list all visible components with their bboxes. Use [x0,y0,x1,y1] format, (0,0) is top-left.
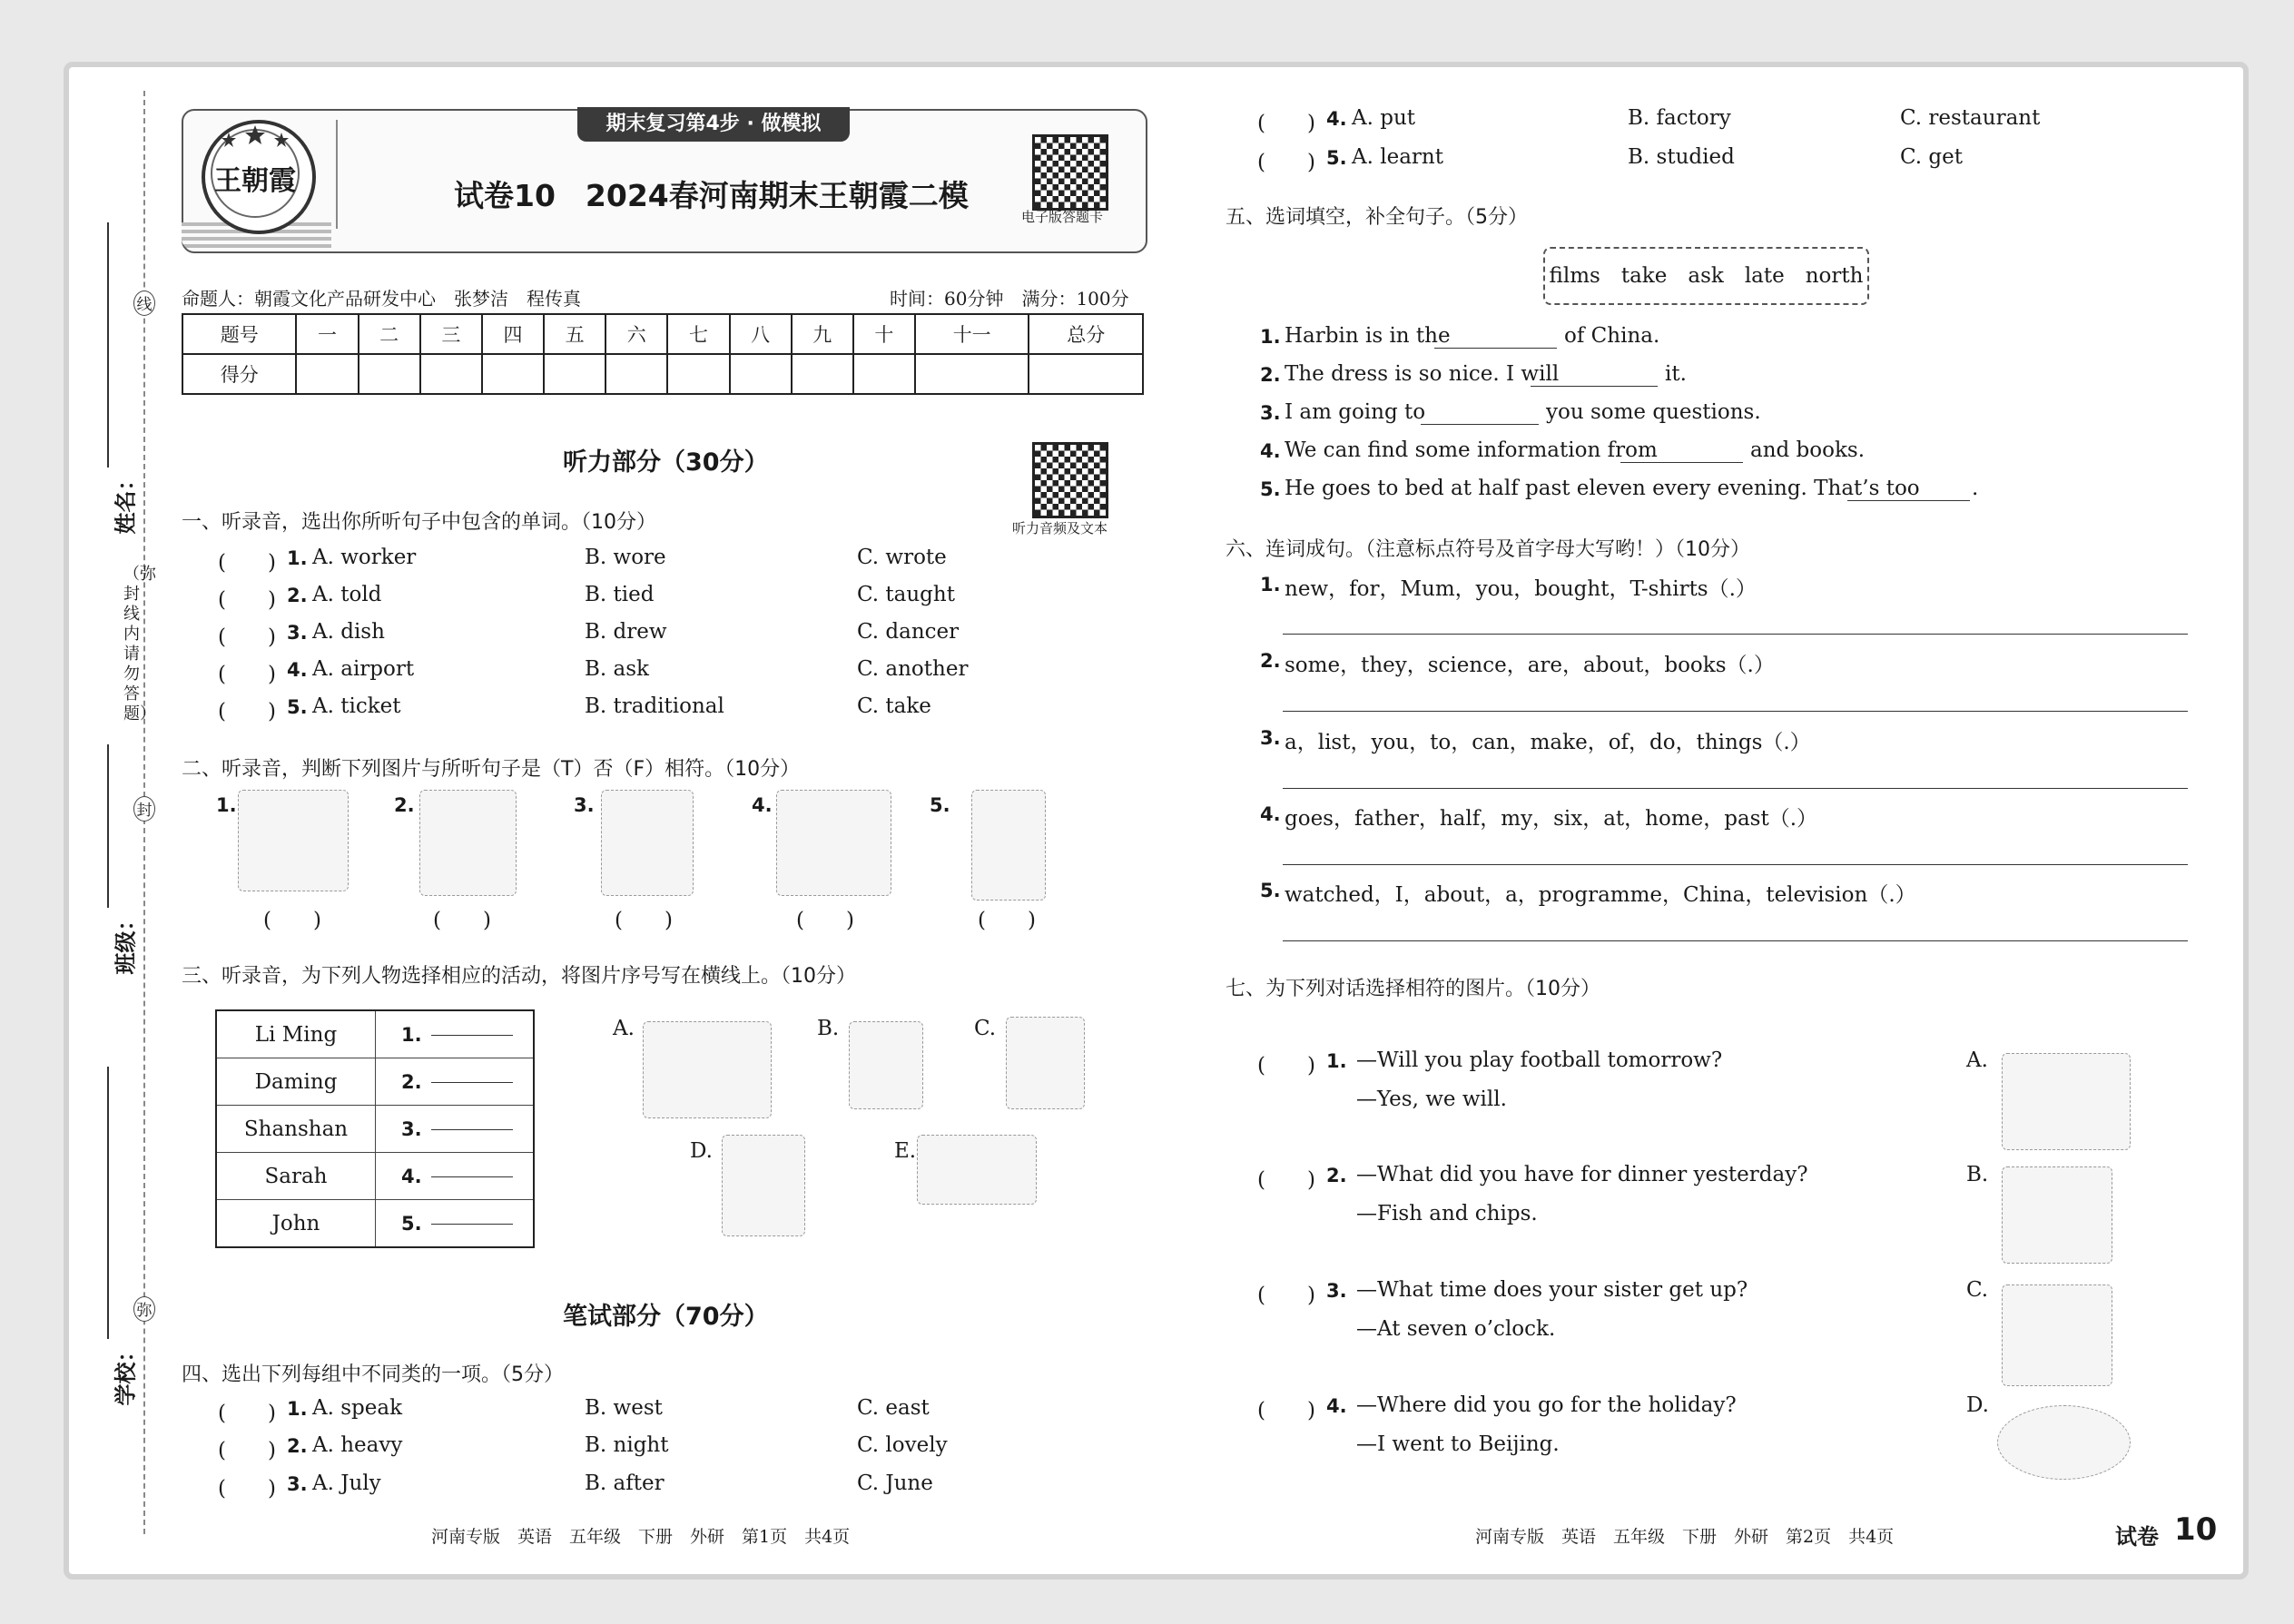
qr1-caption: 电子版答题卡 [1021,209,1104,225]
class-line [107,744,109,908]
sentence-end: you some questions. [1546,400,1761,424]
option-c: C. June [857,1471,933,1495]
sentence-end: . [1972,477,1979,500]
score-cell: 总分 [1029,314,1143,354]
sentence-end: and books. [1750,438,1866,462]
score-input[interactable] [420,354,482,394]
score-input[interactable] [1029,354,1143,394]
school-line [107,1067,109,1339]
item-number: 3. [287,622,308,644]
score-cell: 七 [667,314,729,354]
item-number: 5. [1260,880,1281,901]
answer-bracket[interactable]: ( ) [978,909,1036,932]
qr2-caption: 听力音频及文本 [1012,520,1108,536]
score-input[interactable] [853,354,915,394]
answer-line[interactable] [1283,634,2188,635]
score-cell: 三 [420,314,482,354]
option-b: B. traditional [585,694,724,718]
table-row [216,1153,534,1200]
table-row [216,1200,534,1248]
item-number: 5. [1326,147,1347,169]
item-number: 3. [287,1473,308,1495]
option-c: C. taught [857,583,955,606]
listening-heading: 听力部分（30分） [563,448,769,477]
picture-family [722,1135,805,1236]
blank-number: 2. [401,1070,422,1093]
item-number: 4. [287,659,308,681]
pic-label: B. [1966,1163,1989,1186]
step-banner: 期末复习第4步 · 做模拟 [577,107,850,142]
option-a: A. ticket [312,694,401,718]
option-c: C. get [1900,145,1963,169]
option-c: C. take [857,694,931,718]
part1-title: 一、听录音，选出你所听句子中包含的单词。（10分） [182,511,656,534]
item-number: 2. [1326,1165,1347,1186]
answer-bracket[interactable]: ( ) [218,588,276,612]
person-name: Li Ming [216,1010,376,1058]
name-line [107,222,109,468]
option-c: C. wrote [857,546,947,569]
pic-label: A. [613,1017,635,1040]
answer-bracket[interactable]: ( ) [1257,1054,1315,1078]
picture-boy-at-desk [238,790,349,891]
footer-right: 河南专版 英语 五年级 下册 外研 第2页 共4页 [1475,1527,1895,1547]
pic-number: 5. [930,794,950,816]
blank-number: 1. [401,1023,422,1046]
pic-number: 1. [216,794,237,816]
dialogue-question: —Will you play football tomorrow? [1356,1048,1723,1072]
option-a: A. put [1352,106,1416,130]
score-cell: 一 [296,314,358,354]
dialogue-answer: —At seven o’clock. [1356,1317,1556,1341]
answer-bracket[interactable]: ( ) [796,909,854,932]
sentence-start: The dress is so nice. I will [1285,362,1560,386]
picture-boys-football [643,1021,772,1118]
score-table-score-row [182,354,1143,394]
score-input[interactable] [359,354,420,394]
answer-bracket[interactable]: ( ) [218,551,276,575]
dialogue-question: —What did you have for dinner yesterday? [1356,1163,1808,1186]
score-cell: 四 [482,314,544,354]
score-table [182,313,1144,395]
option-a: A. told [312,583,382,606]
answer-blank[interactable] [376,1153,535,1200]
option-b: B. wore [585,546,666,569]
answer-line[interactable] [1283,711,2188,712]
person-name: Daming [216,1058,376,1106]
picture-swimming [917,1135,1037,1205]
scrambled-words: goes，father，half，my，six，at，home，past（.） [1285,807,1818,831]
item-number: 3. [1326,1280,1347,1302]
answer-blank[interactable] [376,1058,535,1106]
name-label: 姓名： [113,468,139,535]
part4-title: 四、选出下列每组中不同类的一项。（5分） [182,1363,564,1386]
pic-label: E. [894,1139,917,1163]
score-input[interactable] [667,354,729,394]
binding-note: （弥封线内请勿答题） [123,565,156,723]
scrambled-words: a，list，you，to，can，make，of，do，things（.） [1285,731,1811,754]
option-b: B. night [585,1433,669,1457]
score-input[interactable] [792,354,853,394]
picture-boys-football [2002,1166,2112,1264]
part7-title: 七、为下列对话选择相符的图片。（10分） [1226,978,1600,1000]
fill-blank[interactable] [1531,386,1658,387]
item-number: 4. [1260,803,1281,825]
fill-blank[interactable] [1434,348,1557,349]
person-name: Sarah [216,1153,376,1200]
item-number: 2. [287,1435,308,1457]
option-b: B. tied [585,583,655,606]
dialogue-answer: —Fish and chips. [1356,1202,1538,1225]
answer-bracket[interactable]: ( ) [263,909,321,932]
authors: 命题人：朝霞文化产品研发中心 张梦洁 程传真 [182,288,581,310]
score-input[interactable] [730,354,792,394]
answer-bracket[interactable]: ( ) [1257,1399,1315,1422]
sentence-end: of China. [1564,324,1660,348]
blank-line [431,1176,513,1177]
item-number: 2. [1260,364,1281,386]
item-number: 3. [1260,727,1281,749]
footer-left: 河南专版 英语 五年级 下册 外研 第1页 共4页 [431,1527,851,1547]
answer-line[interactable] [1283,788,2188,789]
time-score: 时间：60分钟 满分：100分 [890,288,1129,310]
answer-blank[interactable] [376,1200,535,1248]
table-row [216,1106,534,1153]
option-a: A. learnt [1352,145,1443,169]
option-c: C. east [857,1396,930,1420]
picture-birds-nest-stadium [2002,1284,2112,1386]
score-input[interactable] [296,354,358,394]
option-b: B. west [585,1396,663,1420]
sentence-start: We can find some information from [1285,438,1658,462]
answer-line[interactable] [1283,940,2188,941]
part5-title: 五、选词填空，补全句子。（5分） [1226,206,1528,229]
score-cell: 八 [730,314,792,354]
blank-number: 5. [401,1212,422,1235]
picture-girl-reading [1006,1017,1085,1109]
writing-heading: 笔试部分（70分） [563,1303,769,1331]
dialogue-question: —Where did you go for the holiday? [1356,1393,1737,1417]
blank-line [431,1082,513,1083]
answer-bracket[interactable]: ( ) [1257,1168,1315,1192]
picture-grandma-abc [2002,1053,2131,1150]
option-b: B. drew [585,620,667,644]
picture-boy-basketball [601,790,694,896]
person-activity-table [215,1009,535,1248]
pic-label: C. [974,1017,997,1040]
item-number: 1. [1326,1050,1347,1072]
mark-feng: 封 [133,796,155,822]
blank-line [431,1224,513,1225]
pic-label: D. [1966,1393,1989,1417]
part2-title: 二、听录音，判断下列图片与所听句子是（T）否（F）相符。（10分） [182,758,801,781]
answer-bracket[interactable]: ( ) [1257,151,1315,174]
fill-blank[interactable] [1421,424,1539,425]
answer-bracket[interactable]: ( ) [218,663,276,686]
item-number: 4. [1326,108,1347,130]
picture-fish-and-chips [1997,1405,2131,1480]
item-number: 4. [1326,1395,1347,1417]
item-number: 4. [1260,440,1281,462]
pic-number: 2. [394,794,415,816]
score-cell: 九 [792,314,853,354]
item-number: 1. [1260,574,1281,595]
table-row [216,1010,534,1058]
option-b: B. studied [1628,145,1735,169]
logo-seal [202,120,316,234]
option-a: A. worker [312,546,417,569]
item-number: 3. [1260,402,1281,424]
option-a: A. speak [312,1396,403,1420]
option-a: A. July [312,1471,381,1495]
option-b: B. factory [1628,106,1731,130]
score-cell: 六 [605,314,667,354]
item-number: 1. [1260,326,1281,348]
sentence-start: He goes to bed at half past eleven every evening. That’s too [1285,477,1920,500]
score-input[interactable] [605,354,667,394]
qr-code-audio[interactable] [1032,442,1108,518]
item-number: 1. [287,547,308,569]
dialogue-answer: —I went to Beijing. [1356,1432,1560,1456]
option-a: A. dish [312,620,385,644]
blank-line [431,1035,513,1036]
score-cell: 五 [544,314,605,354]
school-label: 学校： [113,1340,139,1406]
pic-label: A. [1966,1048,1988,1072]
answer-bracket[interactable]: ( ) [218,1439,276,1462]
sentence-end: it. [1665,362,1687,386]
option-b: B. after [585,1471,665,1495]
pic-number: 4. [752,794,773,816]
option-c: C. restaurant [1900,106,2041,130]
fill-blank[interactable] [1847,500,1970,501]
scrambled-words: new，for，Mum，you，bought，T-shirts（.） [1285,577,1757,601]
item-number: 2. [287,585,308,606]
item-number: 5. [287,696,308,718]
fill-blank[interactable] [1620,462,1743,463]
score-table-header-row [182,314,1143,354]
option-a: A. airport [312,657,415,681]
class-label: 班级： [113,909,139,975]
part6-title: 六、连词成句。（注意标点符号及首字母大写哟！）（10分） [1226,538,1750,561]
option-c: C. lovely [857,1433,948,1457]
answer-blank[interactable] [376,1010,535,1058]
badge-prefix: 试卷 [2115,1524,2159,1550]
answer-bracket[interactable]: ( ) [1257,112,1315,135]
score-input[interactable] [482,354,544,394]
blank-number: 3. [401,1117,422,1140]
picture-dragon-boat [776,790,891,896]
picture-ballet-dancer [971,790,1046,901]
header-divider [336,120,338,229]
badge-number: 10 [2174,1511,2218,1548]
option-c: C. another [857,657,969,681]
answer-bracket[interactable]: ( ) [218,1477,276,1501]
answer-bracket[interactable]: ( ) [615,909,673,932]
score-cell: 十一 [915,314,1029,354]
answer-bracket[interactable]: ( ) [433,909,491,932]
logo-text: 王朝霞 [214,165,296,197]
mark-xian: 线 [133,290,155,316]
answer-line[interactable] [1283,864,2188,865]
blank-line [431,1129,513,1130]
item-number: 2. [1260,650,1281,672]
pic-number: 3. [574,794,595,816]
pic-label: C. [1966,1278,1989,1302]
item-number: 5. [1260,478,1281,500]
pic-label: B. [817,1017,840,1040]
person-name: Shanshan [216,1106,376,1153]
item-number: 1. [287,1398,308,1420]
score-cell: 题号 [182,314,296,354]
picture-boy-cycling [849,1021,923,1109]
score-cell: 十 [853,314,915,354]
option-c: C. dancer [857,620,960,644]
picture-girl-with-bag [419,790,517,896]
pic-label: D. [690,1139,713,1163]
score-row-label: 得分 [182,354,296,394]
sentence-start: Harbin is in the [1285,324,1451,348]
score-cell: 二 [359,314,420,354]
scrambled-words: some，they，science，are，about，books（.） [1285,654,1775,677]
person-name: John [216,1200,376,1248]
dialogue-question: —What time does your sister get up? [1356,1278,1748,1302]
answer-bracket[interactable]: ( ) [218,1402,276,1425]
option-b: B. ask [585,657,649,681]
sentence-start: I am going to [1285,400,1426,424]
qr-code-answer-card[interactable] [1032,134,1108,211]
answer-blank[interactable] [376,1106,535,1153]
score-input[interactable] [915,354,1029,394]
answer-bracket[interactable]: ( ) [1257,1284,1315,1307]
mark-mi: 弥 [133,1296,155,1322]
answer-bracket[interactable]: ( ) [218,625,276,649]
score-input[interactable] [544,354,605,394]
page-title: 试卷10 2024春河南期末王朝霞二模 [454,178,969,213]
scrambled-words: watched，I，about，a，programme，China，television（.） [1285,883,1916,907]
option-a: A. heavy [312,1433,403,1457]
dialogue-answer: —Yes, we will. [1356,1088,1507,1111]
table-row [216,1058,534,1106]
word-box: films take ask late north [1543,247,1869,305]
part3-title: 三、听录音，为下列人物选择相应的活动，将图片序号写在横线上。（10分） [182,965,856,988]
blank-number: 4. [401,1165,422,1187]
answer-bracket[interactable]: ( ) [218,700,276,723]
